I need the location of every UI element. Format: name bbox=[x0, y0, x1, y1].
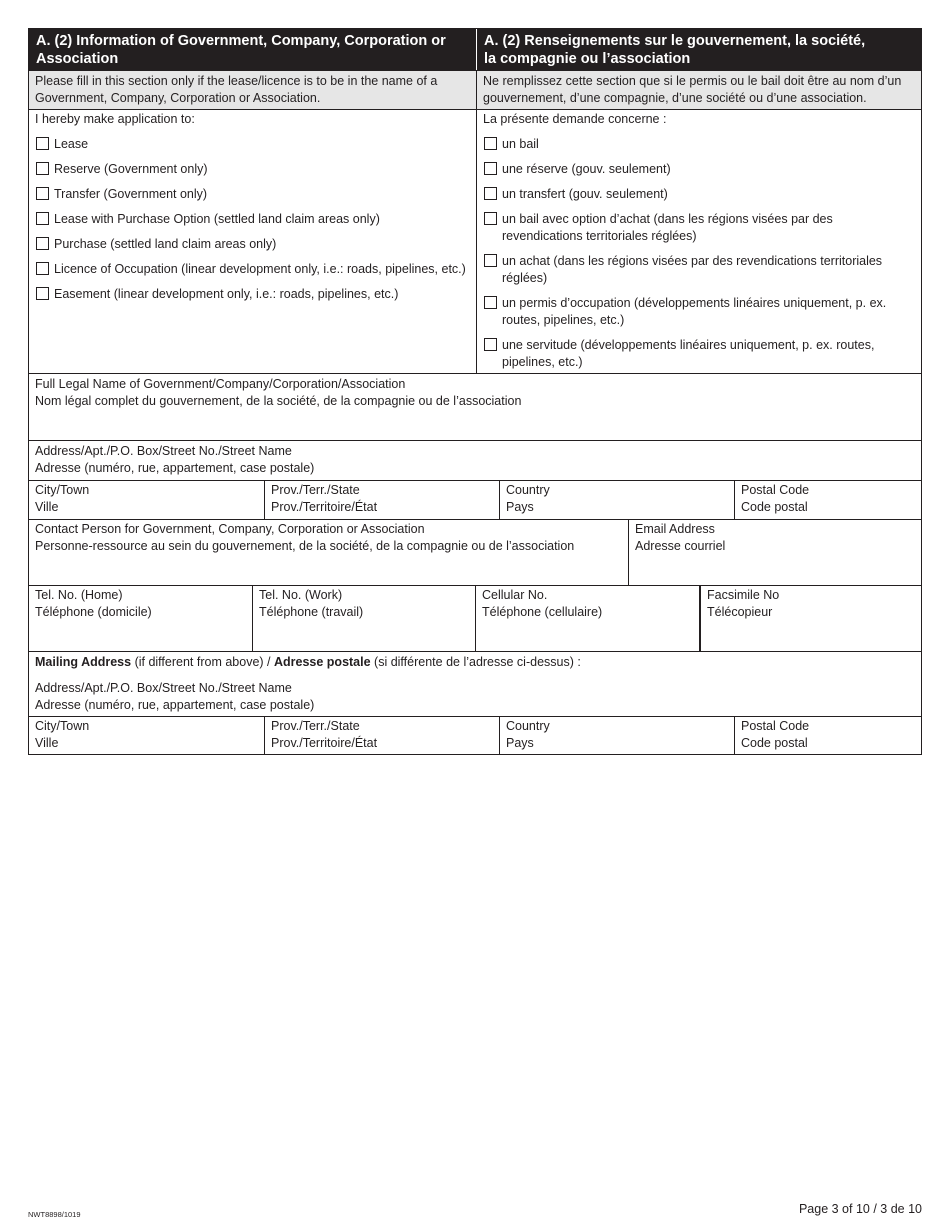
application-type-en bbox=[29, 110, 476, 373]
province-field[interactable] bbox=[264, 481, 499, 519]
mailing-city-label-fr: Ville bbox=[35, 736, 59, 750]
option-reserve[interactable] bbox=[35, 161, 470, 178]
option-label: Transfer (Government only) bbox=[54, 187, 208, 201]
section-title-fr-line1: A. (2) Renseignements sur le gouvernement, la société, bbox=[484, 33, 866, 49]
checkbox[interactable] bbox=[484, 162, 497, 175]
option-achat[interactable] bbox=[483, 253, 915, 287]
address-label-en: Address/Apt./P.O. Box/Street No./Street Name bbox=[35, 444, 292, 458]
option-lease[interactable] bbox=[35, 136, 470, 153]
checkbox[interactable] bbox=[484, 338, 497, 351]
section-header-en bbox=[29, 29, 476, 70]
tel-home-label-en: Tel. No. (Home) bbox=[35, 588, 123, 602]
city-label-fr: Ville bbox=[35, 500, 59, 514]
tel-work-field[interactable] bbox=[252, 586, 475, 651]
contact-person-field[interactable] bbox=[29, 520, 628, 585]
section-header-fr bbox=[476, 29, 921, 70]
option-permis-occupation[interactable] bbox=[483, 295, 915, 329]
fax-field[interactable] bbox=[699, 586, 921, 651]
option-reserve-fr[interactable] bbox=[483, 161, 915, 178]
application-form-section bbox=[28, 28, 922, 755]
checkbox[interactable] bbox=[36, 287, 49, 300]
instruction-note bbox=[29, 70, 921, 109]
option-label: Lease bbox=[54, 137, 89, 151]
tel-work-label-en: Tel. No. (Work) bbox=[259, 588, 343, 602]
mailing-city-field[interactable] bbox=[29, 717, 264, 754]
country-label-en: Country bbox=[506, 483, 550, 497]
checkbox[interactable] bbox=[484, 212, 497, 225]
phone-row bbox=[29, 585, 921, 651]
checkbox[interactable] bbox=[484, 187, 497, 200]
city-prov-row bbox=[29, 480, 921, 519]
option-label: Easement (linear development only, i.e.: roads, pipelines, etc.) bbox=[54, 287, 399, 301]
mailing-heading bbox=[35, 654, 915, 671]
mailing-address-cell[interactable] bbox=[29, 652, 921, 716]
mailing-province-field[interactable] bbox=[264, 717, 499, 754]
mailing-address-field[interactable] bbox=[29, 651, 921, 716]
checkbox[interactable] bbox=[36, 187, 49, 200]
email-label-en: Email Address bbox=[635, 522, 715, 536]
province-label-en: Prov./Terr./State bbox=[271, 483, 360, 497]
application-intro-fr: La présente demande concerne : bbox=[483, 112, 667, 126]
mailing-province-label-en: Prov./Terr./State bbox=[271, 719, 360, 733]
checkbox[interactable] bbox=[484, 137, 497, 150]
cellular-field[interactable] bbox=[475, 586, 699, 651]
tel-home-field[interactable] bbox=[29, 586, 252, 651]
application-intro-en: I hereby make application to: bbox=[35, 112, 195, 126]
option-lease-purchase[interactable] bbox=[35, 211, 470, 228]
instruction-note-en: Please fill in this section only if the lease/licence is to be in the name of a Government, Company, Corporation or Association. bbox=[35, 74, 438, 105]
instruction-note-fr: Ne remplissez cette section que si le permis ou le bail doit être au nom d’un gouvernement, d’une compagnie, d’une société ou d’une association. bbox=[476, 71, 921, 109]
contact-label-en: Contact Person for Government, Company, Corporation or Association bbox=[35, 522, 425, 536]
cell-label-en: Cellular No. bbox=[482, 588, 548, 602]
option-label: une réserve (gouv. seulement) bbox=[502, 162, 671, 176]
checkbox[interactable] bbox=[36, 162, 49, 175]
page-number: Page 3 of 10 / 3 de 10 bbox=[798, 1202, 922, 1216]
mailing-heading-en-rest: (if different from above) / bbox=[131, 655, 274, 669]
option-label: un bail avec option d’achat (dans les régions visées par des revendications territoriales réglées) bbox=[502, 212, 833, 243]
option-label: Lease with Purchase Option (settled land claim areas only) bbox=[54, 212, 380, 226]
address-cell[interactable] bbox=[29, 441, 921, 480]
mailing-city-label-en: City/Town bbox=[35, 719, 90, 733]
legal-name-label-fr: Nom légal complet du gouvernement, de la société, de la compagnie ou de l’association bbox=[35, 394, 522, 408]
checkbox[interactable] bbox=[484, 296, 497, 309]
postal-label-en: Postal Code bbox=[741, 483, 810, 497]
postal-code-field[interactable] bbox=[734, 481, 921, 519]
option-label: Purchase (settled land claim areas only) bbox=[54, 237, 277, 251]
city-field[interactable] bbox=[29, 481, 264, 519]
option-bail[interactable] bbox=[483, 136, 915, 153]
option-transfer[interactable] bbox=[35, 186, 470, 203]
section-title-en: A. (2) Information of Government, Company, Corporation or Association bbox=[36, 33, 446, 67]
option-label: Reserve (Government only) bbox=[54, 162, 208, 176]
section-header bbox=[29, 29, 921, 70]
option-label: Licence of Occupation (linear development only, i.e.: roads, pipelines, etc.) bbox=[54, 262, 466, 276]
email-label-fr: Adresse courriel bbox=[635, 539, 726, 553]
postal-label-fr: Code postal bbox=[741, 500, 808, 514]
tel-home-label-fr: Téléphone (domicile) bbox=[35, 605, 152, 619]
contact-label-fr: Personne-ressource au sein du gouvernement, de la société, de la compagnie ou de l’association bbox=[35, 539, 575, 553]
option-label: un transfert (gouv. seulement) bbox=[502, 187, 668, 201]
mailing-country-field[interactable] bbox=[499, 717, 734, 754]
mailing-city-prov-row bbox=[29, 716, 921, 754]
contact-row bbox=[29, 519, 921, 585]
tel-work-label-fr: Téléphone (travail) bbox=[259, 605, 364, 619]
option-label: un achat (dans les régions visées par des revendications territoriales réglées) bbox=[502, 254, 883, 285]
mailing-address-label-fr: Adresse (numéro, rue, appartement, case postale) bbox=[35, 698, 315, 712]
country-label-fr: Pays bbox=[506, 500, 534, 514]
option-label: une servitude (développements linéaires uniquement, p. ex. routes, pipelines, etc.) bbox=[502, 338, 875, 369]
mailing-heading-fr-rest: (si différente de l’adresse ci-dessus) : bbox=[370, 655, 581, 669]
mailing-postal-label-en: Postal Code bbox=[741, 719, 810, 733]
option-transfert[interactable] bbox=[483, 186, 915, 203]
checkbox[interactable] bbox=[36, 137, 49, 150]
mailing-address-label-en: Address/Apt./P.O. Box/Street No./Street Name bbox=[35, 681, 292, 695]
legal-name-label-en: Full Legal Name of Government/Company/Corporation/Association bbox=[35, 377, 406, 391]
checkbox[interactable] bbox=[484, 254, 497, 267]
mailing-province-label-fr: Prov./Territoire/État bbox=[271, 736, 378, 750]
fax-label-fr: Télécopieur bbox=[707, 605, 773, 619]
application-type-row bbox=[29, 109, 921, 373]
country-field[interactable] bbox=[499, 481, 734, 519]
checkbox[interactable] bbox=[36, 262, 49, 275]
mailing-heading-en-bold: Mailing Address bbox=[35, 655, 132, 669]
mailing-country-label-en: Country bbox=[506, 719, 550, 733]
legal-name-cell[interactable] bbox=[29, 374, 921, 440]
cell-label-fr: Téléphone (cellulaire) bbox=[482, 605, 603, 619]
option-bail-achat[interactable] bbox=[483, 211, 915, 245]
option-easement[interactable] bbox=[35, 286, 470, 303]
mailing-postal-code-field[interactable] bbox=[734, 717, 921, 754]
mailing-heading-fr-bold: Adresse postale bbox=[273, 655, 371, 669]
city-label-en: City/Town bbox=[35, 483, 90, 497]
application-type-fr bbox=[476, 110, 921, 373]
section-title-fr-line2: la compagnie ou l’association bbox=[484, 51, 691, 67]
option-purchase[interactable] bbox=[35, 236, 470, 253]
address-field[interactable] bbox=[29, 440, 921, 480]
checkbox[interactable] bbox=[36, 212, 49, 225]
option-servitude[interactable] bbox=[483, 337, 915, 371]
legal-name-field[interactable] bbox=[29, 373, 921, 440]
form-code: NWT8898/1019 bbox=[28, 1210, 81, 1219]
mailing-postal-label-fr: Code postal bbox=[741, 736, 808, 750]
email-field[interactable] bbox=[628, 520, 921, 585]
checkbox[interactable] bbox=[36, 237, 49, 250]
option-licence-occupation[interactable] bbox=[35, 261, 470, 278]
option-label: un permis d’occupation (développements linéaires uniquement, p. ex. routes, pipelines, etc.) bbox=[502, 296, 887, 327]
address-label-fr: Adresse (numéro, rue, appartement, case postale) bbox=[35, 461, 315, 475]
option-label: un bail bbox=[502, 137, 539, 151]
province-label-fr: Prov./Territoire/État bbox=[271, 500, 378, 514]
mailing-country-label-fr: Pays bbox=[506, 736, 534, 750]
fax-label-en: Facsimile No bbox=[707, 588, 780, 602]
